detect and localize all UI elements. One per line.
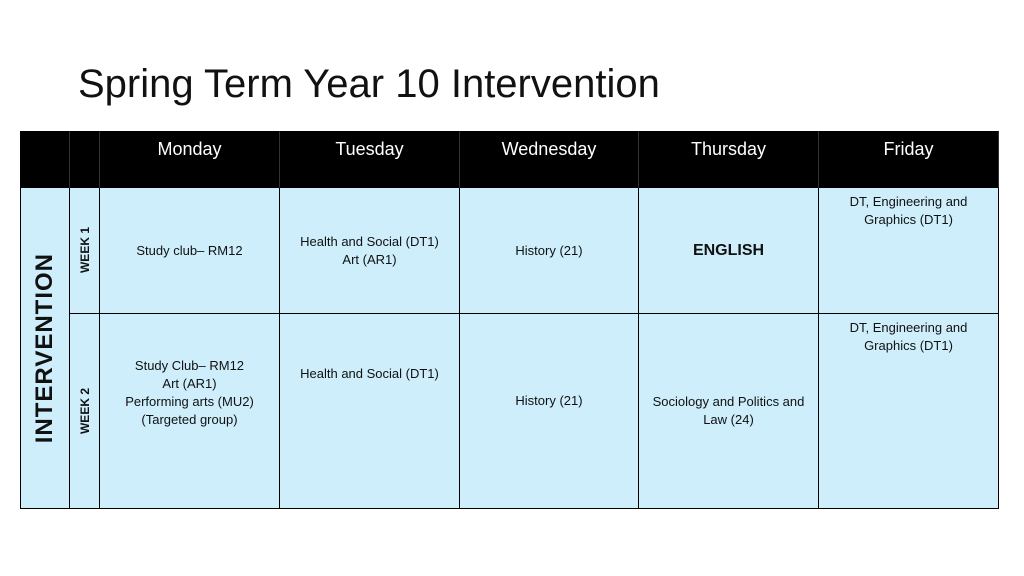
week-1-wednesday — [460, 188, 639, 314]
week-2-monday-line: Study Club– RM12 — [134, 358, 245, 373]
intervention-label-cell — [20, 188, 70, 509]
header-corner — [20, 131, 70, 188]
week-2-tuesday-line: Health and Social (DT1) — [300, 366, 439, 381]
week-1-tuesday-line: Health and Social (DT1) — [300, 233, 439, 249]
week-1-monday-line: Study club– RM12 — [136, 242, 243, 258]
week-2-wednesday — [460, 314, 639, 509]
week-2-wednesday-line: History (21) — [515, 393, 583, 408]
week-1-friday — [819, 188, 999, 314]
week-2-thursday — [639, 314, 819, 509]
week-2-monday-line: Art (AR1) — [162, 376, 217, 391]
header-friday: Friday — [819, 131, 999, 188]
week-1-thursday — [639, 188, 819, 314]
week-2-friday-line: DT, Engineering and — [849, 320, 968, 335]
header-tuesday: Tuesday — [280, 131, 460, 188]
header-week-corner — [70, 131, 100, 188]
header-wednesday: Wednesday — [460, 131, 639, 188]
page-title: Spring Term Year 10 Intervention — [78, 62, 660, 106]
week-1-friday-line: DT, Engineering and — [849, 194, 968, 209]
header-monday: Monday — [100, 131, 280, 188]
header-thursday: Thursday — [639, 131, 819, 188]
week-2-tuesday — [280, 314, 460, 509]
week-1-tuesday-line: Art (AR1) — [342, 251, 397, 267]
week-2-thursday-line: Sociology and Politics and — [652, 394, 805, 409]
week-1-label-cell — [70, 188, 100, 314]
week-2-monday-line: (Targeted group) — [141, 412, 238, 427]
week-2-thursday-line: Law (24) — [703, 412, 754, 427]
week-2-monday — [100, 314, 280, 509]
week-1-monday — [100, 188, 280, 314]
week-1-tuesday — [280, 188, 460, 314]
intervention-label: INTERVENTION — [31, 252, 58, 444]
week-2-friday — [819, 314, 999, 509]
week-1-wednesday-line: History (21) — [515, 242, 583, 258]
week-2-friday-line: Graphics (DT1) — [864, 338, 953, 353]
week-2-label-cell — [70, 314, 100, 509]
week-1-thursday-line: ENGLISH — [692, 241, 765, 259]
week-2-label: WEEK 2 — [77, 387, 92, 434]
week-2-monday-line: Performing arts (MU2) — [125, 394, 254, 409]
schedule-table — [20, 131, 999, 509]
week-1-friday-line: Graphics (DT1) — [864, 212, 953, 227]
week-1-label: WEEK 1 — [77, 227, 92, 274]
